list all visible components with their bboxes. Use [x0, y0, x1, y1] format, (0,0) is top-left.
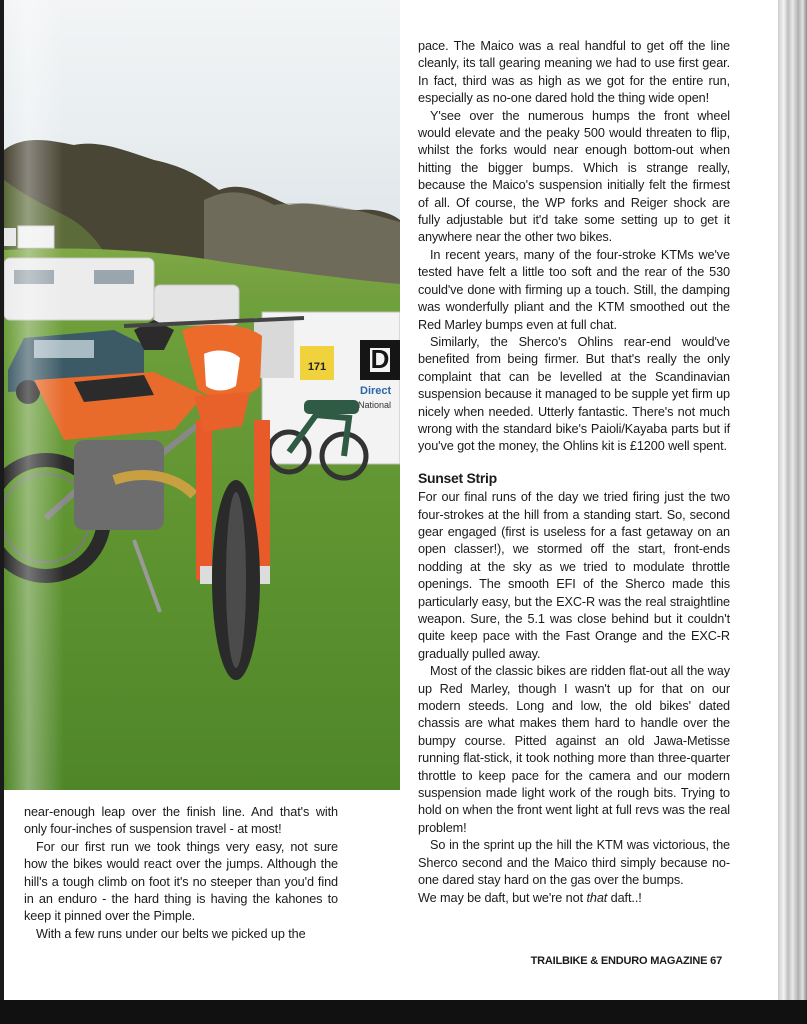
paragraph: For our final runs of the day we tried firing just the two four-strokes at the hill from a standing start. So, second gear engaged (first is useless for a fast getaway on an open classer!), we stormed off the start, front-ends nodding at the sky as we tried to modulate throttle openings. The smooth EFI of the Sherco made this particularly easy, but the EXC-R was the real straightline weapon. Sure, the 5.1 was close behind but it couldn't quite keep pace with the Fast Orange and the EXC-R gradually pulled away.: [418, 490, 730, 661]
closing-prefix: We may be daft, but we're not: [418, 890, 587, 905]
paragraph: Y'see over the numerous humps the front wheel would elevate and the peaky 500 would threaten to flip, whilst the forks would near enough bottom-out when hitting the bigger bumps. Which is strange really, because the Maico's suspension initially felt the firmest of all. Of course, the WP forks and Reiger shock are fully adjustable but it'd take some setting up to get it anywhere near the other two bikes.: [418, 108, 730, 245]
paragraph: So in the sprint up the hill the KTM was victorious, the Sherco second and the Maico third simply because no-one dared stay hard on the gas over the bumps.: [418, 838, 730, 888]
paragraph: With a few runs under our belts we picked up the: [36, 926, 306, 941]
closing-suffix: daft..!: [607, 890, 642, 905]
race-number: 171: [307, 361, 327, 373]
van-sign-letter: D: [370, 344, 390, 374]
paragraph: near-enough leap over the finish line. And that's with only four-inches of suspension travel - at most!: [24, 805, 338, 837]
paragraph: Most of the classic bikes are ridden flat-out all the way up Red Marley, though I wasn't up for that on our modern steeds. Long and low, the old bikes' dated chassis are what makes them hard to handle over the bumpy course. Pitted against an old Jawa-Metisse running flat-stick, it took nothing more than three-quarter throttle to keep pace for the camera and our modern suspension made light work of the rough bits. Trying to hold on when the front went light at full revs was the real problem!: [418, 664, 730, 835]
closing-emphasis: that: [586, 890, 608, 905]
paragraph: In recent years, many of the four-stroke KTMs we've tested have felt a little too soft and the rear of the 530 could've done with firming up a touch. Still, the damping was wonderfully pliant and the KTM smoothed out the Red Marley bumps even at full chat.: [418, 247, 730, 332]
article-photo: [4, 0, 400, 790]
page-stack-edge: [778, 0, 807, 1000]
magazine-name: TRAILBIKE & ENDURO MAGAZINE: [530, 955, 708, 967]
page-footer: [531, 955, 722, 967]
paragraph: Similarly, the Sherco's Ohlins rear-end would've benefited from being firmer. But that's really the only complaint that can be levelled at the Scandinavian suspension because it managed to be supple yet firm up nicely when needed. Utterly fantastic. There's not much wrong with the standard bike's Paioli/Kayaba parts but if you've got the money, the Ohlins kit is £1200 well spent.: [418, 334, 730, 454]
motocross-scene: [4, 0, 400, 790]
closing-line: [418, 890, 730, 907]
paragraph: For our first run we took things very easy, not sure how the bikes would react over the jumps. Although the hill's a tough climb on foot it's no steeper than you'd find in an enduro - the hard thing is having the kahones to keep it pinned over the Pimple.: [24, 839, 338, 924]
section-heading: Sunset Strip: [418, 469, 497, 486]
van-sign-line1: Direct: [360, 385, 392, 397]
right-column: [418, 38, 730, 907]
left-column: [24, 804, 338, 943]
page-number: 67: [710, 955, 722, 967]
magazine-page: [4, 0, 778, 1000]
scan-bottom-edge: [0, 1000, 807, 1024]
van-sign-line2: National: [358, 400, 392, 410]
paragraph: pace. The Maico was a real handful to get off the line cleanly, its tall gearing meaning we had to use first gear. In fact, third was as high as we got for the entire run, especially as no-one dared hold the thing wide open!: [418, 39, 730, 106]
